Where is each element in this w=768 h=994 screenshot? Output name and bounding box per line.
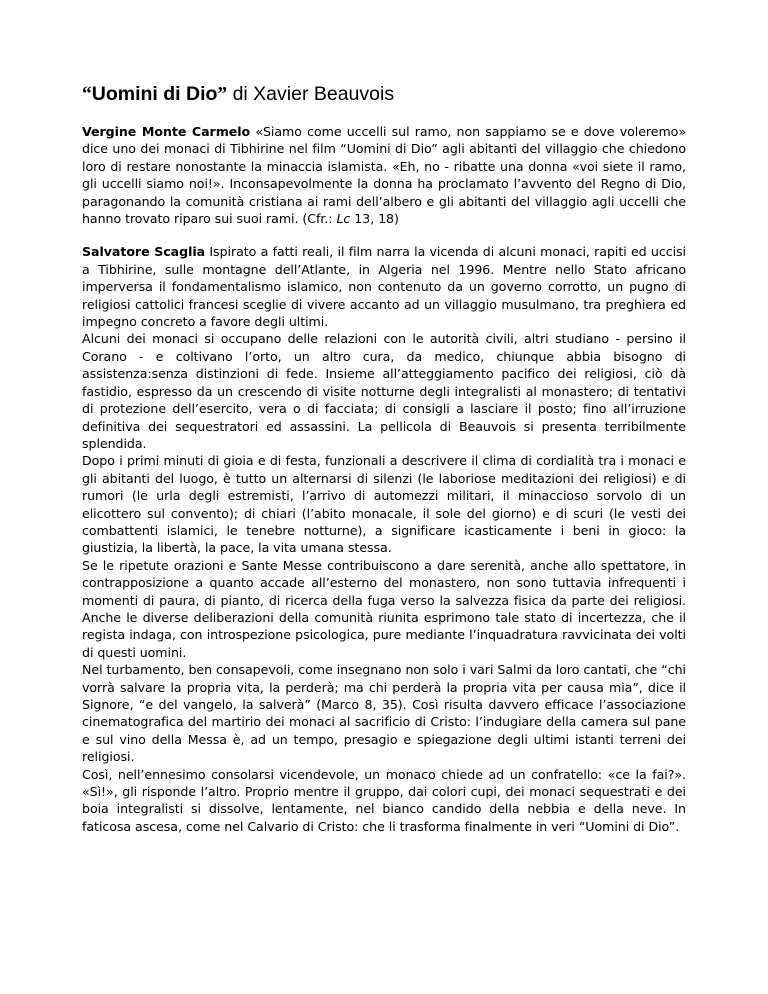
document-page — [82, 82, 686, 835]
review-paragraph: Nel turbamento, ben consapevoli, come insegnano non solo i vari Salmi da loro cantati, che “chi vorrà salvare la propria vita, la perderà; ma chi perderà la propria vita per causa mia”, dice il Signore, “e del vangelo, la salverà” (Marco 8, 35). Così risulta davvero efficace l’associazione cinematografica del martirio dei monaci al sacrificio di Cristo: l’indugiare della camera sul pane e sul vino della Messa è, ad un tempo, presagio e spiegazione degli ultimi istanti terreni dei religiosi. — [82, 662, 686, 765]
review-paragraph: Ispirato a fatti reali, il film narra la vicenda di alcuni monaci, rapiti ed uccisi a Tibhirine, sulle montagne dell’Atlante, in Algeria nel 1996. Mentre nello Stato africano imperversa il fondamentalismo islamico, non contenuto da un governo corrotto, un pugno di religiosi cattolici francesi sceglie di vivere accanto ad un villaggio musulmano, tra preghiera ed impegno concreto a favore degli ultimi. — [82, 244, 687, 330]
review-salvatore-scaglia — [82, 243, 686, 330]
review-paragraph: Alcuni dei monaci si occupano delle relazioni con le autorità civili, altri studiano - persino il Corano - e coltivano l’orto, un altro cura, da medico, chiunque abbia bisogno di assistenza:senza distinzioni di fede. Insieme all’atteggiamento pacifico dei religiosi, ciò dà fastidio, espresso da un crescendo di visite notturne degli integralisti al monastero; di tentativi di protezione dell’esercito, vera o di facciata; di consigli a lasciare il posto; fino all’irruzione definitiva dei sequestratori ed assassini. La pellicola di Beauvois si presenta terribilmente splendida. — [82, 331, 686, 451]
review-paragraph: Se le ripetute orazioni e Sante Messe contribuiscono a dare serenità, anche allo spettatore, in contrapposizione a quanto accade all’esterno del monastero, non sono tuttavia infrequenti i momenti di paura, di pianto, di ricerca della fuga verso la salvezza fisica da parte dei religiosi. Anche le diverse deliberazioni della comunità riunita esprimono tale stato di incertezza, che il regista indaga, con introspezione psicologica, pure mediante l’inquadratura ravvicinata dei volti di questi uomini. — [82, 557, 686, 660]
paragraph-spacer — [82, 227, 686, 243]
title-director: di Xavier Beauvois — [227, 83, 395, 105]
review-vergine-monte-carmelo — [82, 123, 686, 227]
title-close-quote: ” — [217, 84, 228, 105]
review-paragraph: Così, nell’ennesimo consolarsi vicendevole, un monaco chiede ad un confratello: «ce la fai?». «Sì!», gli risponde l’altro. Proprio mentre il gruppo, dai colori cupi, dei monaci sequestrati e dei boia integralisti si dissolve, lentamente, nel bianco candido della nebbia e della neve. In faticosa ascesa, come nel Calvario di Cristo: che li trasforma finalmente in veri “Uomini di Dio”. — [82, 766, 686, 834]
title-open-quote: “ — [82, 84, 92, 105]
document-title — [82, 82, 686, 107]
article-body — [82, 123, 686, 835]
bible-verse-reference: 13, 18) — [350, 211, 399, 227]
review-text: «Siamo come uccelli sul ramo, non sappiamo se e dove voleremo» dice uno dei monaci di Tibhirine nel film “Uomini di Dio” agli abitanti del villaggio che chiedono loro di restare nonostante la minaccia islamista. «Eh, no - ribatte una donna «voi siete il ramo, gli uccelli siamo noi!». Inconsapevolmente la donna ha proclamato l’avvento del Regno di Dio, paragonando la comunità cristiana ai rami dell’albero e gli abitanti del villaggio agli uccelli che hanno trovato riparo sui suoi rami. (Cfr.: — [82, 124, 686, 227]
review-author: Vergine Monte Carmelo — [82, 124, 251, 139]
title-film-name: Uomini di Dio — [91, 83, 218, 105]
review-author: Salvatore Scaglia — [82, 244, 206, 260]
review-paragraph: Dopo i primi minuti di gioia e di festa, funzionali a descrivere il clima di cordialità tra i monaci e gli abitanti del luogo, è tutto un alternarsi di silenzi (le laboriose meditazioni dei religiosi) e di rumori (le urla degli estremisti, l’arrivo di automezzi militari, il minaccioso sorvolo di un elicottero sul convento); di chiari (l’abito monacale, il sole del giorno) e di scuri (le vesti dei combattenti islamici, le tenebre notturne), a significare icasticamente i beni in gioco: la giustizia, la libertà, la pace, la vita umana stessa. — [82, 453, 686, 556]
bible-book-reference: Lc — [336, 211, 351, 227]
